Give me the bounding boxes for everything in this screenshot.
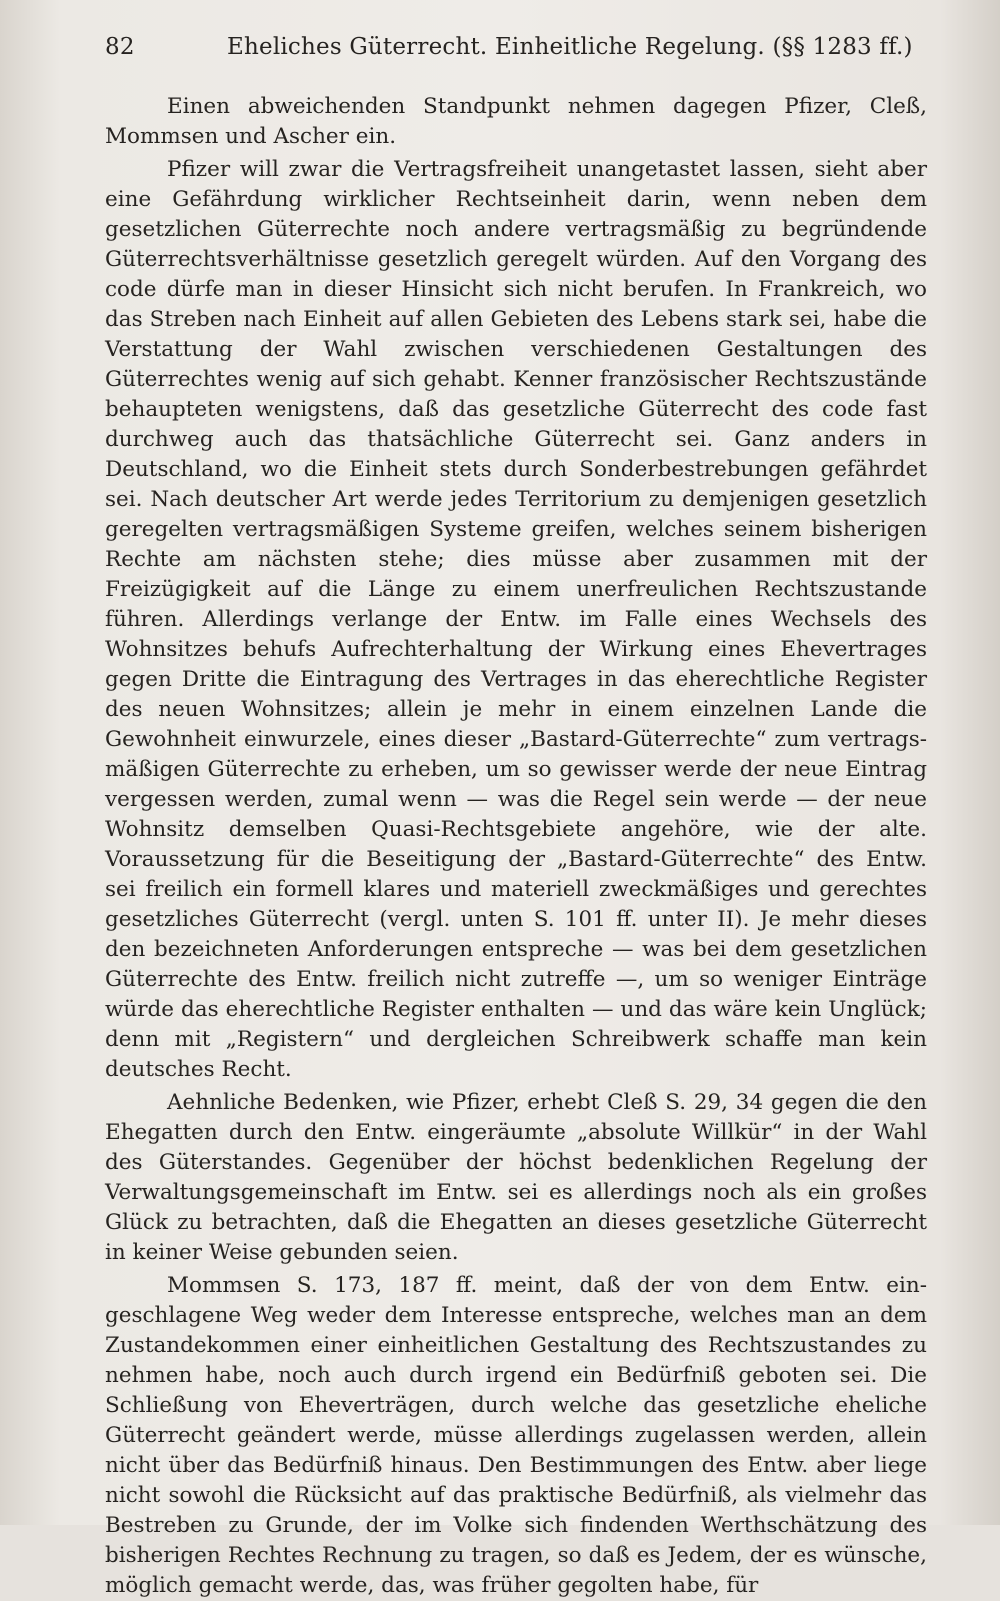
page-number: 82 (105, 34, 135, 60)
paragraph-mommsen: Mommsen S. 173, 187 ff. meint, daß der von dem Entw. eingeschlagene Weg weder dem Interesse entspreche, welches man an dem Zustandekommen einer einheitlichen Gestaltung des Rechtszustandes zu nehmen habe, noch auch durch irgend ein Bedürfniß geboten sei. Die Schließung von Eheverträgen, durch welche das gesetzliche eheliche Güterrecht geändert werde, müsse allerdings zugelassen werden, allein nicht über das Bedürfniß hinaus. Den Bestimmungen des Entw. aber liege nicht sowohl die Rücksicht auf das praktische Bedürfniß, als vielmehr das Bestreben zu Grunde, der im Volke sich findenden Werthschätzung des bisherigen Rechtes Rechnung zu tragen, so daß es Jedem, der es wünsche, möglich gemacht werde, das, was früher gegolten habe, für (105, 1273, 927, 1598)
paragraph-standpoint: Einen abweichenden Standpunkt nehmen dagegen Pfizer, Cleß, Mommsen und Ascher ein. (105, 94, 927, 149)
page-body (105, 92, 927, 1601)
paragraph-cless: Aehnliche Bedenken, wie Pfizer, erhebt Cleß S. 29, 34 gegen die den Ehegatten durch den Entw. eingeräumte „absolute Willkür“ in der Wahl des Güterstandes. Gegenüber der höchst bedenklichen Regelung der Verwaltungsgemeinschaft im Entw. sei es allerdings noch als ein großes Glück zu betrachten, daß die Ehegatten an dieses gesetzliche Güterrecht in keiner Weise gebunden seien. (105, 1090, 927, 1265)
running-head: Eheliches Güterrecht. Einheitliche Regelung. (§§ 1283 ff.) (227, 34, 913, 60)
paragraph-pfizer: Pfizer will zwar die Vertragsfreiheit unangetastet lassen, sieht aber eine Gefährdung wirklicher Rechtseinheit darin, wenn neben dem gesetzlichen Güterrechte noch andere vertragsmäßig zu begründende Güterrechtsverhältnisse gesetzlich geregelt würden. Auf den Vorgang des code dürfe man in dieser Hinsicht sich nicht berufen. In Frankreich, wo das Streben nach Einheit auf allen Gebieten des Lebens stark sei, habe die Verstattung der Wahl zwischen verschiedenen Gestaltungen des Güterrechtes wenig auf sich gehabt. Kenner französischer Rechtszustände behaupteten wenigstens, daß das gesetzliche Güterrecht des code fast durchweg auch das thatsächliche Güterrecht sei. Ganz anders in Deutschland, wo die Einheit stets durch Sonderbestrebungen gefährdet sei. Nach deutscher Art werde jedes Territorium zu demjenigen gesetzlich geregelten vertragsmäßigen Systeme greifen, welches seinem bisherigen Rechte am nächsten stehe; dies müsse aber zusammen mit der Freizügigkeit auf die Länge zu einem unerfreulichen Rechtszustande führen. Allerdings verlange der Entw. im Falle eines Wechsels des Wohnsitzes behufs Aufrechterhaltung der Wirkung eines Ehevertrages gegen Dritte die Eintragung des Vertrages in das eherechtliche Register des neuen Wohnsitzes; allein je mehr in einem einzelnen Lande die Gewohnheit einwurzele, eines dieser „Bastard-Güterrechte“ zum vertragsmäßigen Güterrechte zu erheben, um so gewisser werde der neue Eintrag vergessen werden, zumal wenn — was die Regel sein werde — der neue Wohnsitz demselben Quasi-Rechtsgebiete angehöre, wie der alte. Voraussetzung für die Beseitigung der „Bastard-Güterrechte“ des Entw. sei freilich ein formell klares und materiell zweckmäßiges und gerechtes gesetzliches Güterrecht (vergl. unten S. 101 ff. unter II). Je mehr dieses den bezeichneten Anforderungen entspreche — was bei dem gesetzlichen Güterrechte des Entw. freilich nicht zutreffe —, um so weniger Einträge würde das eherechtliche Register enthalten — und das wäre kein Unglück; denn mit „Registern“ und dergleichen Schreibwerk schaffe man kein deutsches Recht. (105, 157, 927, 1082)
page-header (105, 34, 925, 70)
